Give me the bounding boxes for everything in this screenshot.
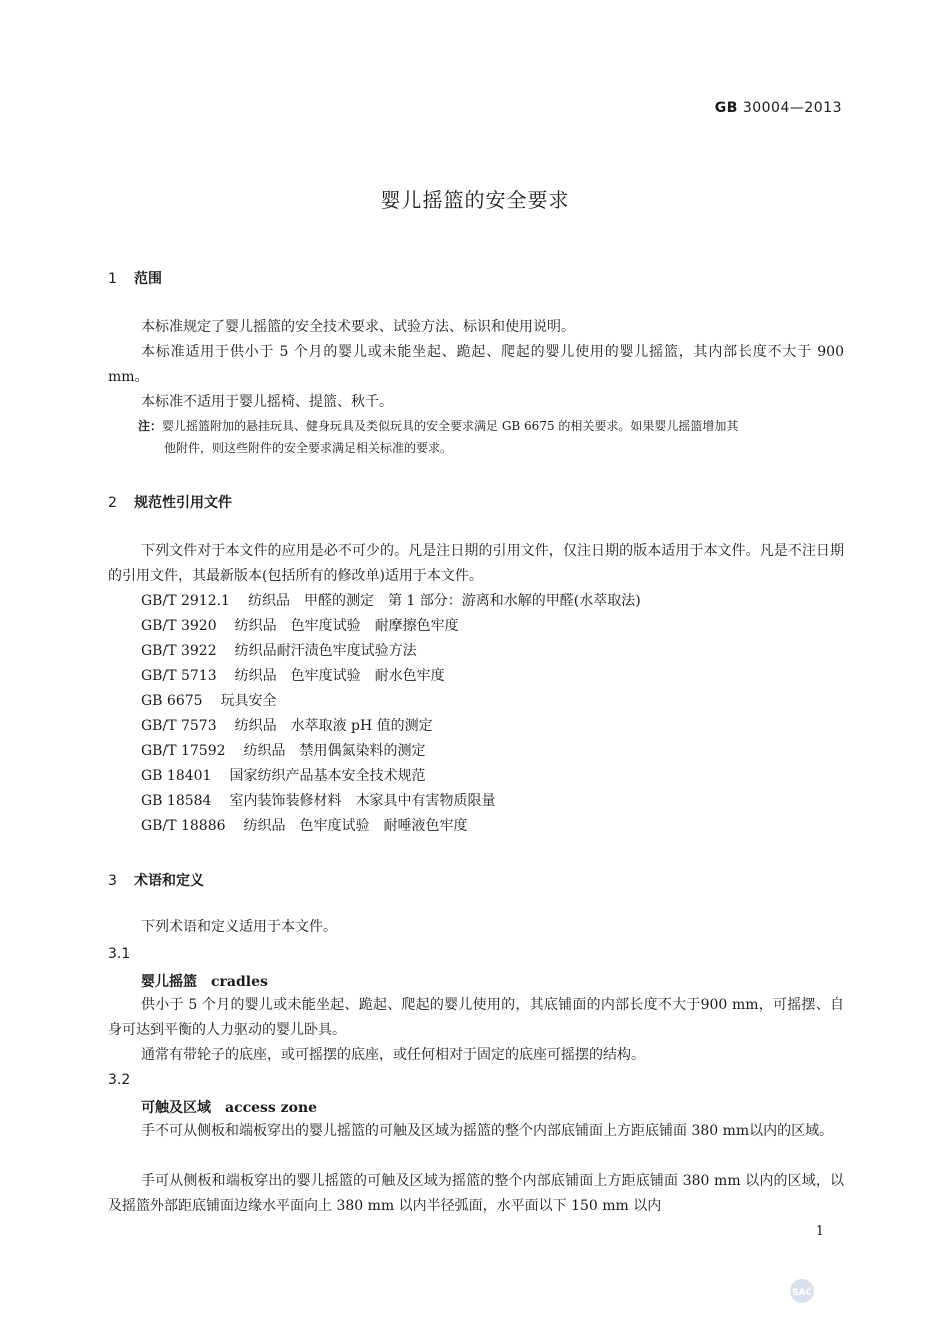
note-text: 婴儿摇篮附加的悬挂玩具、健身玩具及类似玩具的安全要求满足 GB 6675 的相关要求。如果婴儿摇篮增加其 (162, 419, 739, 433)
reference-code: GB/T 7573 (141, 718, 217, 734)
reference-item (141, 714, 433, 739)
note-text: 他附件，则这些附件的安全要求满足相关标准的要求。 (164, 441, 453, 455)
sac-watermark-icon (787, 1278, 817, 1304)
reference-code: GB/T 3922 (141, 643, 217, 659)
paragraph: 通常有带轮子的底座，或可摇摆的底座，或任何相对于固定的底座可摇摆的结构。 (141, 1047, 645, 1063)
paragraph: 手不可从侧板和端板穿出的婴儿摇篮的可触及区域为摇篮的整个内部底铺面上方距底铺面 380 mm以内的区域。 (141, 1123, 834, 1139)
reference-code: GB 6675 (141, 693, 203, 709)
term-chinese: 婴儿摇篮 (141, 974, 197, 990)
section-number: 3 (108, 873, 117, 889)
reference-item (141, 739, 426, 764)
document-title: 婴儿摇篮的安全要求 (380, 188, 570, 212)
note (138, 415, 844, 459)
paragraph: 供小于 5 个月的婴儿或未能坐起、跪起、爬起的婴儿使用的，其底铺面的内部长度不大于900 mm，可摇摆、自身可达到平衡的人力驱动的婴儿卧具。 (108, 997, 844, 1038)
reference-title: 纺织品 甲醛的测定 第 1 部分：游离和水解的甲醛(水萃取法) (247, 593, 641, 609)
reference-title: 玩具安全 (220, 693, 277, 709)
reference-code: GB 18401 (141, 768, 212, 784)
section-title: 范围 (134, 271, 162, 287)
clause-number: 3.1 (108, 946, 131, 962)
term-english: cradles (211, 974, 268, 990)
reference-item (141, 614, 459, 639)
reference-item (141, 789, 495, 814)
reference-item (141, 764, 425, 789)
reference-item (141, 639, 417, 664)
reference-title: 室内装饰装修材料 木家具中有害物质限量 (229, 793, 496, 809)
section-number: 1 (108, 271, 117, 287)
standard-prefix: GB (714, 100, 738, 116)
reference-title: 纺织品 禁用偶氮染料的测定 (243, 743, 426, 759)
reference-code: GB/T 2912.1 (141, 593, 230, 609)
reference-code: GB/T 5713 (141, 668, 217, 684)
paragraph: 下列文件对于本文件的应用是必不可少的。凡是注日期的引用文件，仅注日期的版本适用于本文件。凡是不注日期的引用文件，其最新版本(包括所有的修改单)适用于本文件。 (108, 543, 844, 584)
reference-item (141, 689, 277, 714)
paragraph: 手可从侧板和端板穿出的婴儿摇篮的可触及区域为摇篮的整个内部底铺面上方距底铺面 380 mm 以内的区域，以及摇篮外部距底铺面边缘水平面向上 380 mm 以内半径弧面，水平面以下 150 mm 以内 (108, 1173, 844, 1214)
section-number: 2 (108, 495, 117, 511)
page-number: 1 (815, 1224, 824, 1239)
paragraph: 本标准规定了婴儿摇篮的安全技术要求、试验方法、标识和使用说明。 (141, 319, 575, 335)
term-chinese: 可触及区域 (141, 1100, 211, 1116)
reference-title: 纺织品耐汗渍色牢度试验方法 (234, 643, 417, 659)
term-entry (141, 971, 268, 991)
standard-code (715, 100, 842, 116)
reference-code: GB/T 18886 (141, 818, 226, 834)
reference-item (141, 589, 641, 614)
term-entry (141, 1097, 317, 1117)
reference-title: 国家纺织产品基本安全技术规范 (229, 768, 426, 784)
paragraph: 本标准适用于供小于 5 个月的婴儿或未能坐起、跪起、爬起的婴儿使用的婴儿摇篮，其内部长度不大于 900 mm。 (108, 344, 844, 385)
paragraph: 下列术语和定义适用于本文件。 (141, 919, 337, 935)
reference-item (141, 664, 445, 689)
reference-title: 纺织品 色牢度试验 耐摩擦色牢度 (234, 618, 459, 634)
section-heading-1 (108, 268, 162, 288)
reference-code: GB/T 17592 (141, 743, 226, 759)
clause-number: 3.2 (108, 1072, 131, 1088)
paragraph: 本标准不适用于婴儿摇椅、提篮、秋千。 (141, 394, 393, 410)
reference-item (141, 814, 468, 839)
section-title: 术语和定义 (134, 873, 204, 889)
reference-title: 纺织品 色牢度试验 耐水色牢度 (234, 668, 445, 684)
reference-title: 纺织品 色牢度试验 耐唾液色牢度 (243, 818, 468, 834)
watermark-text: SAC (791, 1288, 813, 1298)
standard-number: 30004—2013 (742, 100, 842, 116)
reference-code: GB 18584 (141, 793, 212, 809)
section-heading-3 (108, 870, 204, 890)
reference-title: 纺织品 水萃取液 pH 值的测定 (234, 718, 433, 734)
term-english: access zone (225, 1100, 318, 1116)
section-heading-2 (108, 492, 232, 512)
note-tag: 注： (138, 419, 163, 433)
reference-code: GB/T 3920 (141, 618, 217, 634)
section-title: 规范性引用文件 (134, 495, 232, 511)
